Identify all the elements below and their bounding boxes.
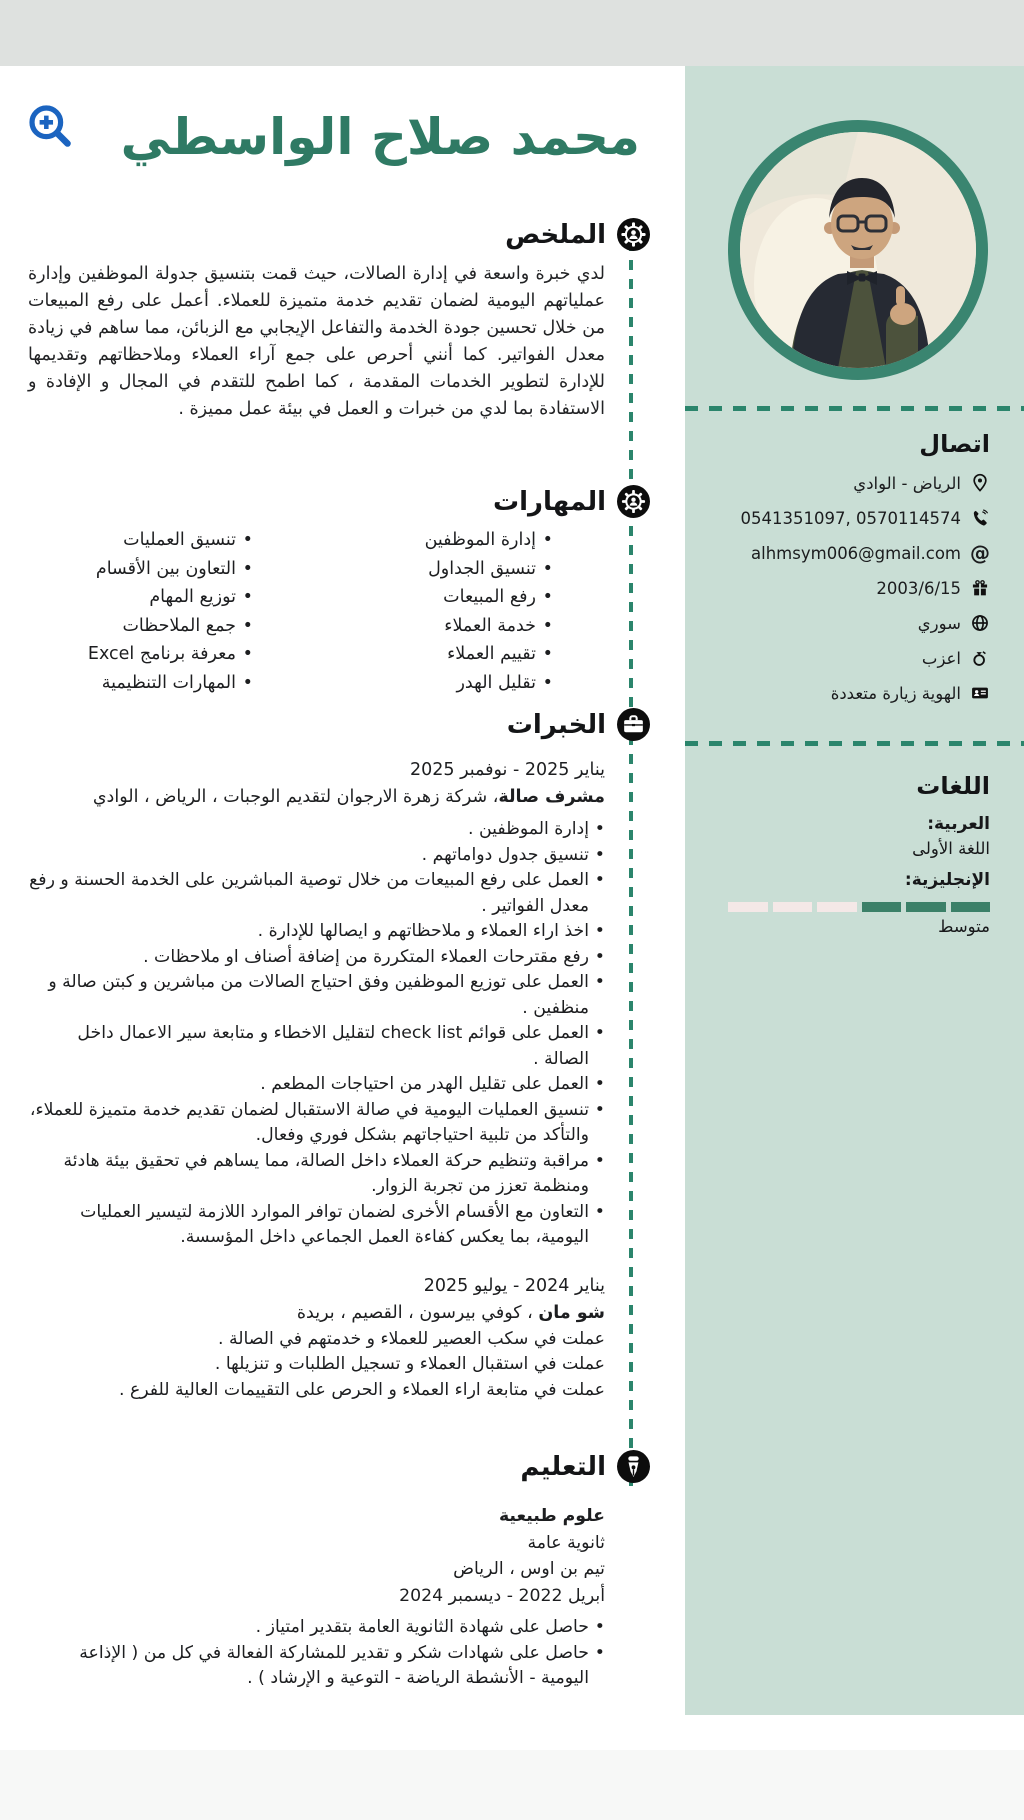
education-entry — [28, 1503, 605, 1692]
summary-section — [28, 218, 650, 423]
job-entry — [28, 1273, 605, 1404]
phone-icon — [970, 508, 990, 528]
job-title — [28, 1300, 605, 1327]
globe-icon — [970, 613, 990, 633]
main-content — [0, 66, 685, 1750]
gear-person-icon — [617, 218, 650, 251]
job-role: مشرف صالة — [498, 787, 605, 807]
job-bullet: • العمل على تقليل الهدر من احتياجات المطعم . — [28, 1072, 605, 1098]
skill-item: • رفع المبيعات — [253, 583, 553, 612]
top-gray-bar — [0, 0, 1024, 66]
job-company: ، كوفي بيرسون ، القصيم ، بريدة — [296, 1302, 539, 1323]
job-date: يناير 2024 - يوليو 2025 — [423, 1275, 605, 1296]
education-title: التعليم — [520, 1451, 606, 1482]
progress-segment — [906, 902, 946, 912]
job-line: عملت في متابعة اراء العملاء و الحرص على التقييمات العالية للفرع . — [118, 1379, 605, 1400]
language-english-label: الإنجليزية: — [904, 870, 990, 890]
job-entry — [28, 757, 605, 1251]
contact-text: الهوية زيارة متعددة — [830, 683, 961, 703]
languages-title: اللغات — [916, 772, 990, 800]
job-bullet: • مراقبة وتنظيم حركة العملاء داخل الصالة، مما يساهم في تحقيق بيئة هادئة ومنظمة تعزز من تجربة الزوار. — [28, 1149, 605, 1200]
education-school: تيم بن اوس ، الرياض — [453, 1559, 605, 1579]
job-bullet: • اخذ اراء العملاء و ملاحظاتهم و ايصالها للإدارة . — [28, 919, 605, 945]
job-bullet: • العمل على رفع المبيعات من خلال توصية المباشرين على الخدمة الحسنة و رفع معدل الفواتير . — [28, 868, 605, 919]
job-line: عملت في سكب العصير للعملاء و خدمتهم في الصالة . — [217, 1328, 605, 1349]
job-bullet: • تنسيق العمليات اليومية في صالة الاستقبال لضمان تقديم خدمة متميزة للعملاء، والتأكد من تلبية احتياجاتهم بشكل فوري وفعال. — [28, 1098, 605, 1149]
pen-nib-icon — [617, 1450, 650, 1483]
contact-item-marital-status — [699, 647, 990, 669]
language-arabic-level: اللغة الأولى — [912, 839, 990, 858]
skill-item: • إدارة الموظفين — [253, 526, 553, 555]
contact-item-birthday — [699, 577, 990, 599]
profile-photo — [728, 120, 988, 380]
progress-segment — [728, 902, 768, 912]
contact-list — [699, 472, 990, 704]
contact-title: اتصال — [919, 430, 990, 458]
skills-header — [28, 485, 650, 518]
language-english-progress-bar — [728, 902, 990, 912]
candidate-name: محمد صلاح الواسطي — [120, 108, 640, 166]
progress-segment — [773, 902, 813, 912]
skills-section — [28, 485, 650, 697]
magnifier-plus-icon — [24, 137, 76, 156]
contact-item-id-status — [699, 682, 990, 704]
skill-item: • تنسيق الجداول — [253, 555, 553, 584]
contact-block — [699, 430, 990, 717]
education-bullet: • حاصل على شهادات شكر و تقدير للمشاركة الفعالة في كل من ( الإذاعة اليومية - الأنشطة الرياضة - التوعية و الإرشاد ) . — [28, 1641, 605, 1692]
languages-block — [699, 772, 990, 936]
language-english-level: متوسط — [938, 917, 990, 936]
job-line: عملت في استقبال العملاء و تسجيل الطلبات و تنزيلها . — [214, 1354, 605, 1374]
education-degree: ثانوية عامة — [527, 1532, 605, 1553]
skill-item: • تنسيق العمليات — [28, 526, 253, 555]
dashed-separator — [685, 406, 1024, 411]
education-major: علوم طبيعية — [498, 1506, 605, 1526]
education-bullet: • حاصل على شهادة الثانوية العامة بتقدير امتياز . — [28, 1615, 605, 1641]
contact-text: 2003/6/15 — [876, 578, 961, 598]
education-date: أبريل 2022 - ديسمبر 2024 — [399, 1585, 605, 1606]
bottom-gray-bar — [0, 1750, 1024, 1820]
job-date: يناير 2025 - نوفمبر 2025 — [409, 760, 605, 780]
progress-segment — [951, 902, 991, 912]
experience-title: الخبرات — [506, 709, 606, 740]
summary-header — [28, 218, 650, 251]
contact-item-phone — [699, 507, 990, 529]
briefcase-icon — [617, 708, 650, 741]
skills-columns — [28, 526, 605, 697]
job-bullet: • تنسيق جدول دواماتهم . — [28, 843, 605, 869]
contact-text: 0541351097, 0570114574 — [740, 508, 961, 528]
dashed-separator — [685, 741, 1024, 746]
skills-column-left — [28, 526, 253, 697]
language-arabic-label: العربية: — [927, 814, 990, 834]
sidebar — [685, 66, 1024, 1715]
location-pin-icon — [970, 473, 990, 493]
skill-item: • توزيع المهام — [28, 583, 253, 612]
at-sign-icon: @ — [970, 541, 990, 565]
skill-item: • تقليل الهدر — [253, 669, 553, 698]
job-bullet: • العمل على قوائم check list لتقليل الاخطاء و متابعة سير الاعمال داخل الصالة . — [28, 1021, 605, 1072]
summary-text: لدي خبرة واسعة في إدارة الصالات، حيث قمت بتنسيق جدولة الموظفين وإدارة عملياتهم اليومية لضمان تقديم خدمة متميزة للعملاء. أعمل على رفع المبيعات من خلال تحسين جودة الخدمة والتفاعل الإيجابي مع الزبائن، مما ساهم في زيادة معدل الفواتير. كما أنني أحرص على جمع آراء العملاء وملاحظاتهم وتقديمها للإدارة لتطوير الخدمات المقدمة ، كما اطمح للتقدم في المجال و الإفادة و الاستفادة بما لدي من خبرات و العمل في بيئة عمل مميزة . — [28, 264, 605, 419]
job-company: ، شركة زهرة الارجوان لتقديم الوجبات ، الرياض ، الوادي — [92, 787, 499, 807]
skill-item: • التعاون بين الأقسام — [28, 555, 253, 584]
progress-segment — [817, 902, 857, 912]
contact-text: اعزب — [921, 648, 961, 668]
contact-item-location — [699, 472, 990, 494]
job-bullet: • العمل على توزيع الموظفين وفق احتياج الصالات من مباشرين و كبتن صالة و منظفين . — [28, 970, 605, 1021]
skill-item: • تقييم العملاء — [253, 640, 553, 669]
education-section — [28, 1450, 650, 1692]
contact-item-nationality — [699, 612, 990, 634]
job-role: شو مان — [538, 1302, 605, 1323]
skill-item: • جمع الملاحظات — [28, 612, 253, 641]
contact-text: alhmsym006@gmail.com — [751, 543, 961, 563]
skills-title: المهارات — [492, 486, 606, 517]
education-header — [28, 1450, 650, 1483]
contact-item-email — [699, 542, 990, 564]
id-card-icon — [970, 683, 990, 703]
contact-text: الرياض - الوادي — [853, 473, 961, 493]
summary-title: الملخص — [505, 219, 606, 250]
skills-column-right — [253, 526, 553, 697]
job-title — [28, 784, 605, 811]
birthday-gift-icon — [970, 578, 990, 598]
contact-text: سوري — [917, 613, 961, 633]
skill-item: • خدمة العملاء — [253, 612, 553, 641]
person-gear-icon — [617, 485, 650, 518]
education-bullet-list — [28, 1615, 605, 1692]
job-bullet-list — [28, 817, 605, 1251]
ring-icon — [970, 648, 990, 668]
skill-item: • المهارات التنظيمية — [28, 669, 253, 698]
job-bullet: • التعاون مع الأقسام الأخرى لضمان توافر الموارد اللازمة لتيسير العمليات اليومية، بما يعكس كفاءة العمل الجماعي داخل المؤسسة. — [28, 1200, 605, 1251]
skill-item: • معرفة برنامج Excel — [28, 640, 253, 669]
job-bullet: • رفع مقترحات العملاء المتكررة من إضافة أصناف او ملاحظات . — [28, 945, 605, 971]
zoom-in-button[interactable] — [24, 100, 76, 152]
progress-segment — [862, 902, 902, 912]
experience-section — [28, 708, 650, 1403]
job-bullet: • إدارة الموظفين . — [28, 817, 605, 843]
experience-header — [28, 708, 650, 741]
